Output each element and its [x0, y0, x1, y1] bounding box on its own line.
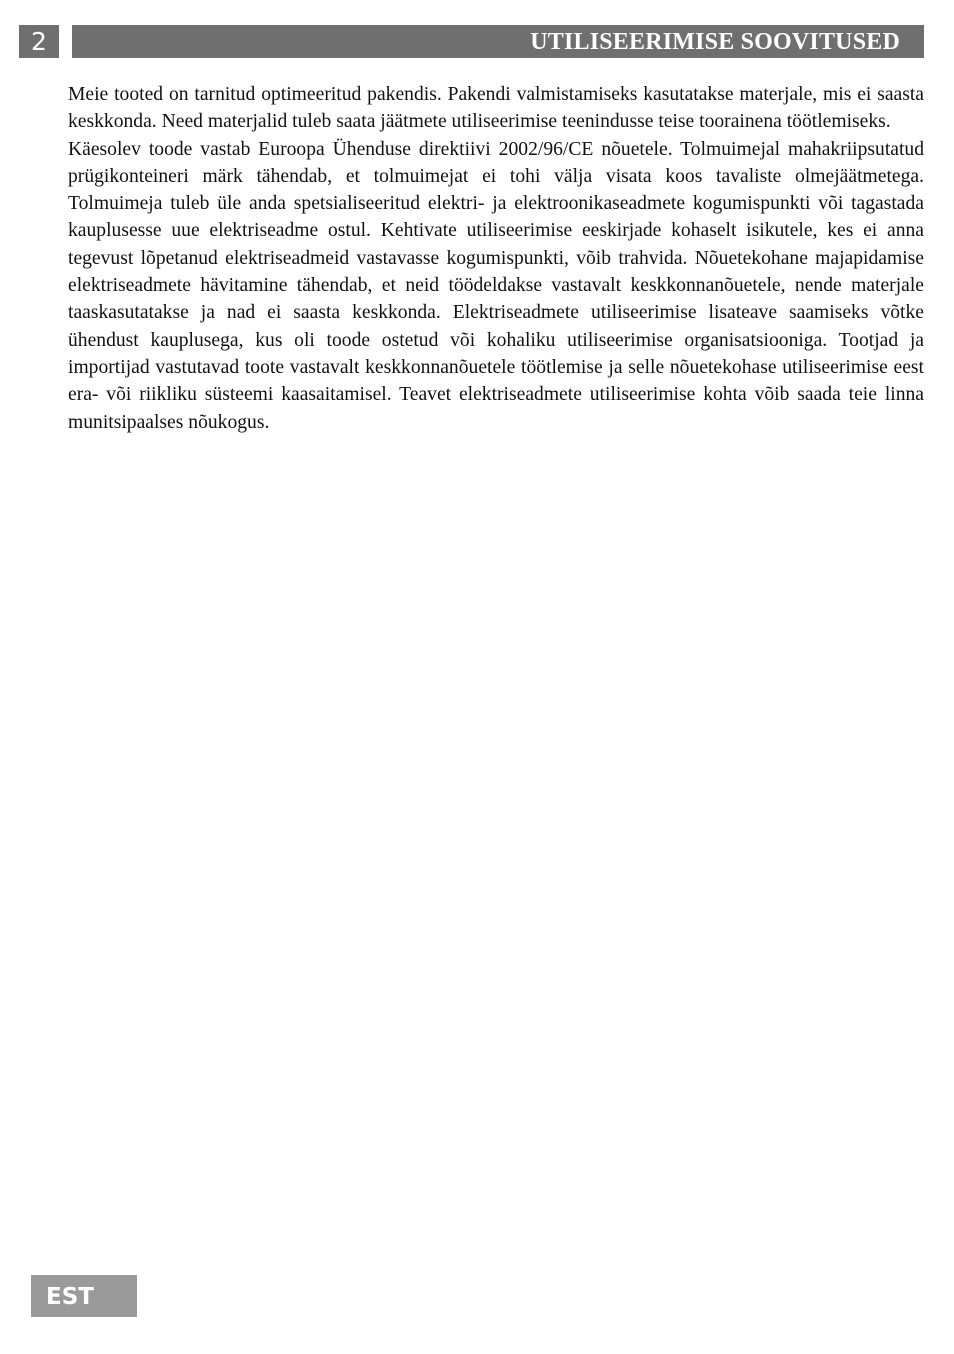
language-tab [31, 1275, 137, 1317]
section-header-bar [72, 25, 924, 58]
paragraph-directive: Käesolev toode vastab Euroopa Ühenduse direktiivi 2002/96/CE nõuetele. Tolmuimejal mahakriipsutatud prügikonteineri märk tähendab, et tolmuimejat ei tohi välja visata koos tavaliste olmejäätmetega. Tolmuimeja tuleb üle anda spetsialiseeritud elektri- ja elektroonikaseadmete kogumispunkti või tagastada kauplusesse uue elektriseadme ostul. Kehtivate utiliseerimise eeskirjade kohaselt isikutele, kes ei anna tegevust lõpetanud elektriseadmeid vastavasse kogumispunkti, võib trahvida. Nõuetekohane majapidamise elektriseadmete hävitamine tähendab, et neid töödeldakse vastavalt keskkonnanõuetele, nende materjale taaskasutatakse ja nad ei saasta keskkonda. Elektriseadmete utiliseerimise lisateave saamiseks võtke ühendust kauplusega, kus oli toode ostetud või kohaliku utiliseerimise organisatsiooniga. Tootjad ja importijad vastutavad toote vastavalt keskkonnanõuetele töötlemise ja selle nõuetekohase utiliseerimise eest era- või riikliku süsteemi kaasaitamisel. Teavet elektriseadmete utiliseerimise kohta võib saada teie linna munitsipaalses nõukogus. [68, 138, 924, 433]
paragraph-packaging: Meie tooted on tarnitud optimeeritud pakendis. Pakendi valmistamiseks kasutatakse materjale, mis ei saasta keskkonda. Need materjalid tuleb saata jäätmete utiliseerimise teenindusse teise toorainena töötlemiseks. [68, 84, 924, 133]
page-number [19, 25, 59, 58]
section-title: UTILISEERIMISE SOOVITUSED [530, 29, 900, 55]
body-text [68, 81, 924, 436]
language-code: EST [46, 1284, 94, 1310]
page-number-text: 2 [31, 27, 47, 56]
